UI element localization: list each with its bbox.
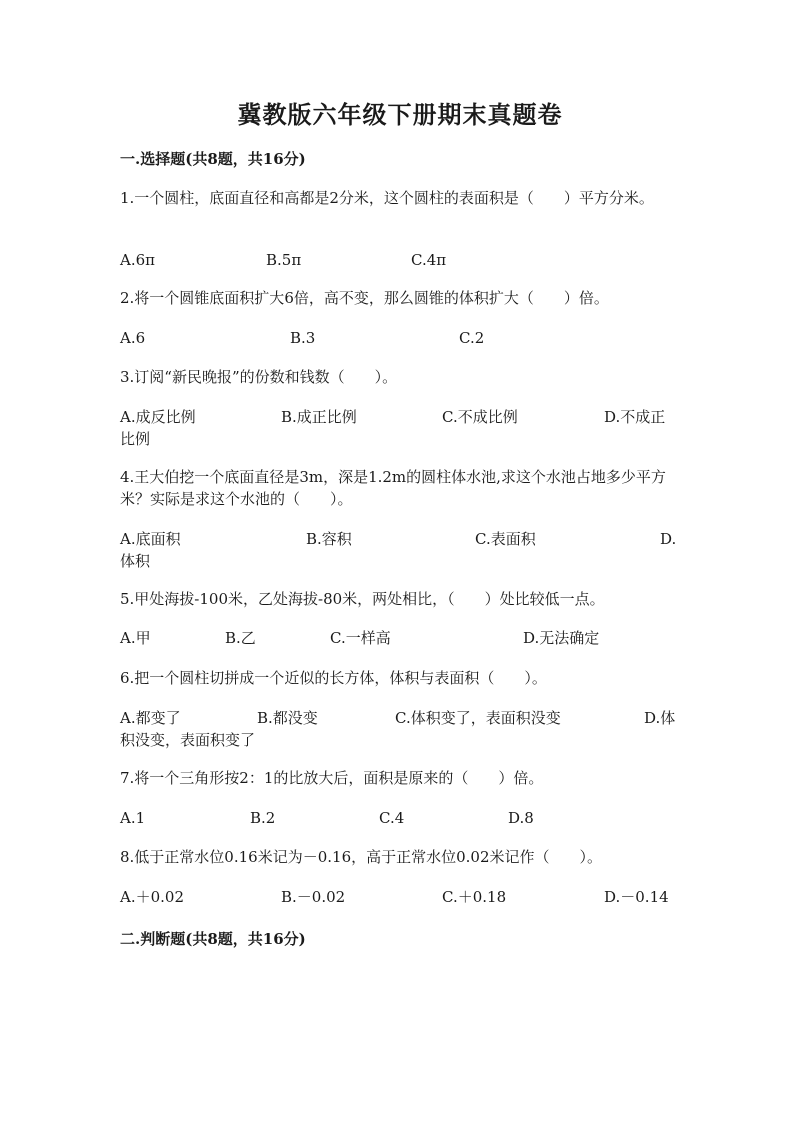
question-4: 4.王大伯挖一个底面直径是3m，深是1.2m的圆柱体水池,求这个水池占地多少平方米？实际是求这个水池的（ ）。 [120, 468, 666, 508]
option-c: C.4 [379, 809, 405, 827]
option-a: A.底面积 [120, 530, 181, 548]
question-6: 6.把一个圆柱切拼成一个近似的长方体，体积与表面积（ ）。 [120, 669, 547, 687]
option-b: B.3 [290, 329, 316, 347]
option-a: A.＋0.02 [120, 888, 184, 906]
option-a: A.甲 [120, 629, 151, 647]
option-d: D.不成正 [604, 408, 666, 426]
option-b: B.都没变 [257, 709, 318, 727]
question-7: 7.将一个三角形按2：1的比放大后，面积是原来的（ ）倍。 [120, 769, 544, 787]
options-6 [120, 707, 680, 751]
question-3: 3.订阅“新民晚报”的份数和钱数（ ）。 [120, 368, 398, 386]
option-b: B.成正比例 [281, 408, 357, 426]
options-8 [120, 886, 680, 930]
option-d-continued: 比例 [120, 430, 151, 448]
option-b: B.5π [266, 251, 302, 269]
question-8: 8.低于正常水位0.16米记为－0.16，高于正常水位0.02米记作（ ）。 [120, 848, 603, 866]
option-d-continued: 积没变，表面积变了 [120, 731, 256, 749]
section-heading-choice: 一.选择题(共8题，共16分) [120, 150, 306, 168]
question-5: 5.甲处海拔-100米，乙处海拔-80米，两处相比，（ ）处比较低一点。 [120, 590, 605, 608]
options-7 [120, 807, 680, 851]
option-b: B.乙 [225, 629, 256, 647]
option-c: C.表面积 [475, 530, 536, 548]
option-c: C.一样高 [330, 629, 391, 647]
option-c: C.＋0.18 [442, 888, 507, 906]
option-c: C.不成比例 [442, 408, 518, 426]
option-a: A.1 [120, 809, 146, 827]
option-a: A.都变了 [120, 709, 181, 727]
question-1: 1.一个圆柱，底面直径和高都是2分米，这个圆柱的表面积是（ ）平方分米。 [120, 189, 654, 207]
question-2: 2.将一个圆锥底面积扩大6倍，高不变，那么圆锥的体积扩大（ ）倍。 [120, 289, 609, 307]
options-3 [120, 406, 680, 450]
option-a: A.6 [120, 329, 146, 347]
option-b: B.容积 [306, 530, 352, 548]
options-5 [120, 627, 680, 671]
option-a: A.成反比例 [120, 408, 196, 426]
option-c: C.4π [411, 251, 447, 269]
option-b: B.2 [250, 809, 276, 827]
options-4 [120, 528, 680, 572]
option-d: D. [660, 530, 677, 548]
options-2 [120, 327, 680, 371]
option-d: D.体 [644, 709, 676, 727]
option-c: C.2 [459, 329, 485, 347]
option-d: D.－0.14 [604, 888, 669, 906]
option-d: D.8 [508, 809, 534, 827]
section-heading-judgment: 二.判断题(共8题，共16分) [120, 930, 306, 948]
option-b: B.－0.02 [281, 888, 346, 906]
option-d-continued: 体积 [120, 552, 151, 570]
option-c: C.体积变了，表面积没变 [395, 709, 561, 727]
page-title: 冀教版六年级下册期末真题卷 [237, 100, 563, 129]
option-d: D.无法确定 [523, 629, 600, 647]
option-a: A.6π [120, 251, 156, 269]
